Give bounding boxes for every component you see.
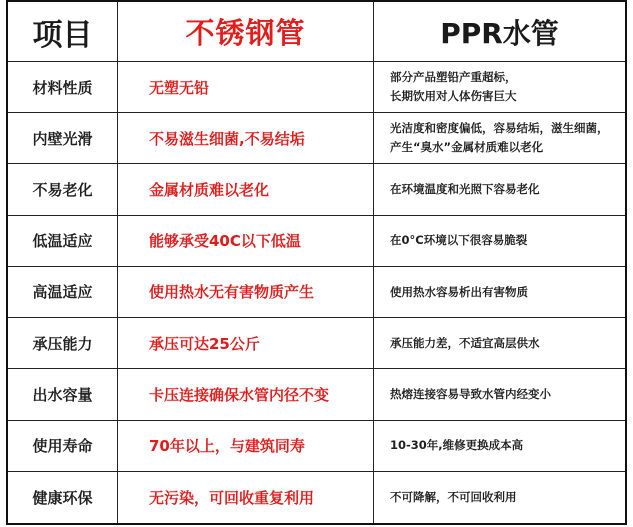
ppr-cell — [374, 369, 625, 420]
steel-cell: 无污染，可回收重复利用 — [118, 472, 374, 523]
ppr-cell — [374, 216, 625, 267]
ppr-line: 在环境温度和光照下容易老化 — [390, 182, 540, 197]
ppr-line: 热熔连接容易导致水管内经变小 — [390, 386, 551, 401]
ppr-line: 产生“臭水”金属材质难以老化 — [390, 140, 544, 155]
ppr-line: 在0°C环境以下很容易脆裂 — [390, 233, 528, 248]
row-label: 材料性质 — [8, 62, 118, 113]
steel-cell: 卡压连接确保水管内径不变 — [118, 369, 374, 420]
ppr-line: 使用热水容易析出有害物质 — [390, 284, 528, 299]
ppr-line: 10-30年,维修更换成本高 — [390, 438, 524, 453]
ppr-cell — [374, 472, 625, 523]
row-label: 高温适应 — [8, 267, 118, 318]
ppr-cell — [374, 421, 625, 472]
ppr-cell — [374, 62, 625, 113]
header-item: 项目 — [8, 2, 118, 62]
ppr-cell — [374, 318, 625, 369]
steel-cell: 不易滋生细菌,不易结垢 — [118, 113, 374, 164]
steel-cell: 承压可达25公斤 — [118, 318, 374, 369]
ppr-cell — [374, 113, 625, 164]
row-label: 健康环保 — [8, 472, 118, 523]
steel-cell: 70年以上，与建筑同寿 — [118, 421, 374, 472]
row-label: 不易老化 — [8, 164, 118, 215]
ppr-line: 光洁度和密度偏低，容易结垢，滋生细菌， — [390, 121, 609, 136]
ppr-line: 部分产品塑铅产重超标， — [390, 70, 517, 85]
row-label: 内壁光滑 — [8, 113, 118, 164]
steel-cell: 金属材质难以老化 — [118, 164, 374, 215]
ppr-line: 承压能力差，不适宜高层供水 — [390, 335, 540, 350]
ppr-cell — [374, 267, 625, 318]
header-steel: 不锈钢管 — [118, 2, 374, 62]
steel-cell: 使用热水无有害物质产生 — [118, 267, 374, 318]
ppr-cell — [374, 164, 625, 215]
steel-cell: 能够承受40C以下低温 — [118, 216, 374, 267]
steel-cell: 无塑无铅 — [118, 62, 374, 113]
row-label: 使用寿命 — [8, 421, 118, 472]
ppr-line: 长期饮用对人体伤害巨大 — [390, 89, 517, 104]
row-label: 承压能力 — [8, 318, 118, 369]
header-ppr: PPR水管 — [374, 2, 625, 62]
row-label: 出水容量 — [8, 369, 118, 420]
ppr-line: 不可降解，不可回收利用 — [390, 489, 517, 504]
row-label: 低温适应 — [8, 216, 118, 267]
comparison-table — [6, 0, 627, 525]
